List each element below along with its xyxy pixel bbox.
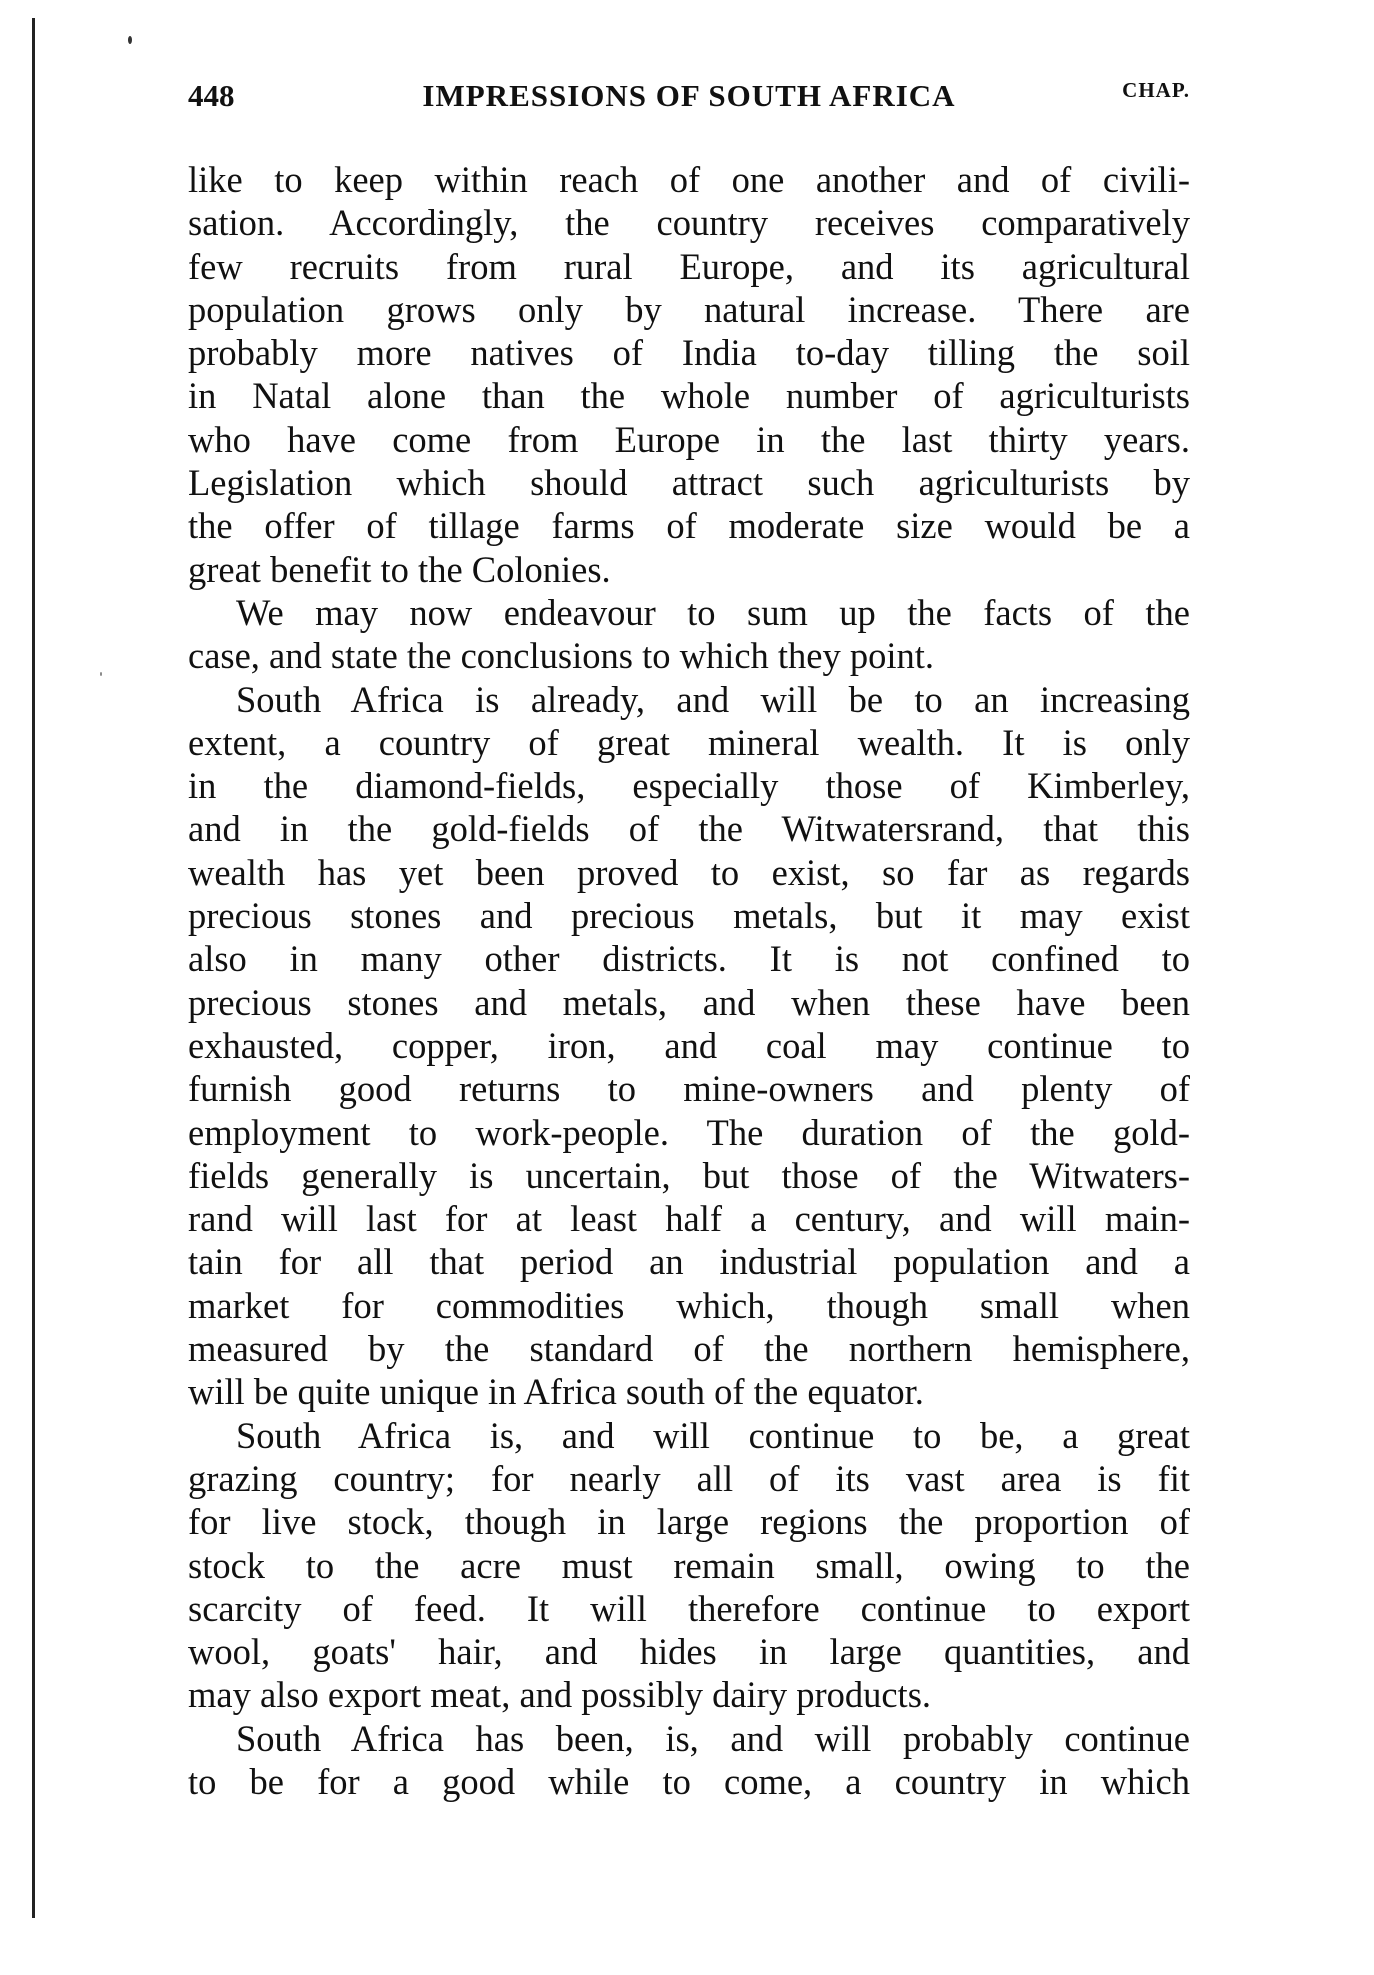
text-line: grazing country; for nearly all of its vast area is fit (188, 1457, 1190, 1499)
text-line: like to keep within reach of one another and of civili- (188, 159, 1190, 200)
text-line: may also export meat, and possibly dairy products. (188, 1674, 932, 1716)
text-line: few recruits from rural Europe, and its agricultural (188, 245, 1190, 287)
running-title: IMPRESSIONS OF SOUTH AFRICA (422, 78, 956, 113)
text-line: in Natal alone than the whole number of agriculturists (188, 375, 1190, 417)
text-line: wool, goats' hair, and hides in large quantities, and (188, 1631, 1190, 1673)
text-line: South Africa has been, is, and will probably continue (236, 1717, 1190, 1759)
text-line: South Africa is already, and will be to an increasing (236, 678, 1190, 720)
text-line: and in the gold-fields of the Witwatersrand, that this (188, 808, 1190, 850)
text-line: extent, a country of great mineral wealth. It is only (188, 721, 1190, 763)
text-line: stock to the acre must remain small, owing to the (188, 1544, 1190, 1586)
body-text (188, 158, 1190, 1803)
text-line: precious stones and metals, and when these have been (188, 981, 1190, 1023)
text-line: Legislation which should attract such agriculturists by (188, 462, 1190, 504)
text-line: case, and state the conclusions to which they point. (188, 635, 935, 677)
ink-speck (100, 672, 102, 676)
page-number: 448 (188, 78, 235, 113)
text-line: scarcity of feed. It will therefore continue to export (188, 1587, 1190, 1629)
text-line: population grows only by natural increase. There are (188, 288, 1190, 330)
text-line: market for commodities which, though small when (188, 1284, 1190, 1326)
text-line: for live stock, though in large regions the proportion of (188, 1501, 1190, 1543)
text-line: also in many other districts. It is not confined to (188, 938, 1190, 980)
text-line: employment to work-people. The duration of the gold- (188, 1111, 1190, 1153)
text-line: will be quite unique in Africa south of the equator. (188, 1371, 924, 1413)
text-line: who have come from Europe in the last thirty years. (188, 418, 1190, 460)
text-line: precious stones and precious metals, but it may exist (188, 895, 1190, 937)
text-line: rand will last for at least half a century, and will main- (188, 1198, 1190, 1240)
text-line: wealth has yet been proved to exist, so far as regards (188, 851, 1190, 893)
chapter-label: CHAP. (1122, 78, 1190, 102)
text-line: tain for all that period an industrial population and a (188, 1241, 1190, 1283)
text-line: great benefit to the Colonies. (188, 548, 611, 590)
running-header (188, 78, 1190, 120)
text-line: the offer of tillage farms of moderate size would be a (188, 505, 1190, 547)
text-line: South Africa is, and will continue to be, a great (236, 1414, 1190, 1456)
ink-speck (128, 36, 132, 44)
text-line: fields generally is uncertain, but those of the Witwaters- (188, 1154, 1190, 1196)
text-line: in the diamond-fields, especially those of Kimberley, (188, 765, 1190, 807)
text-line: measured by the standard of the northern hemisphere, (188, 1328, 1190, 1370)
binding-edge (32, 18, 35, 1918)
text-line: furnish good returns to mine-owners and plenty of (188, 1068, 1190, 1110)
text-line: sation. Accordingly, the country receives comparatively (188, 202, 1190, 244)
text-line: probably more natives of India to-day tilling the soil (188, 332, 1190, 374)
text-line: to be for a good while to come, a country in which (188, 1760, 1190, 1802)
text-line: We may now endeavour to sum up the facts of the (236, 591, 1190, 633)
text-line: exhausted, copper, iron, and coal may continue to (188, 1024, 1190, 1066)
